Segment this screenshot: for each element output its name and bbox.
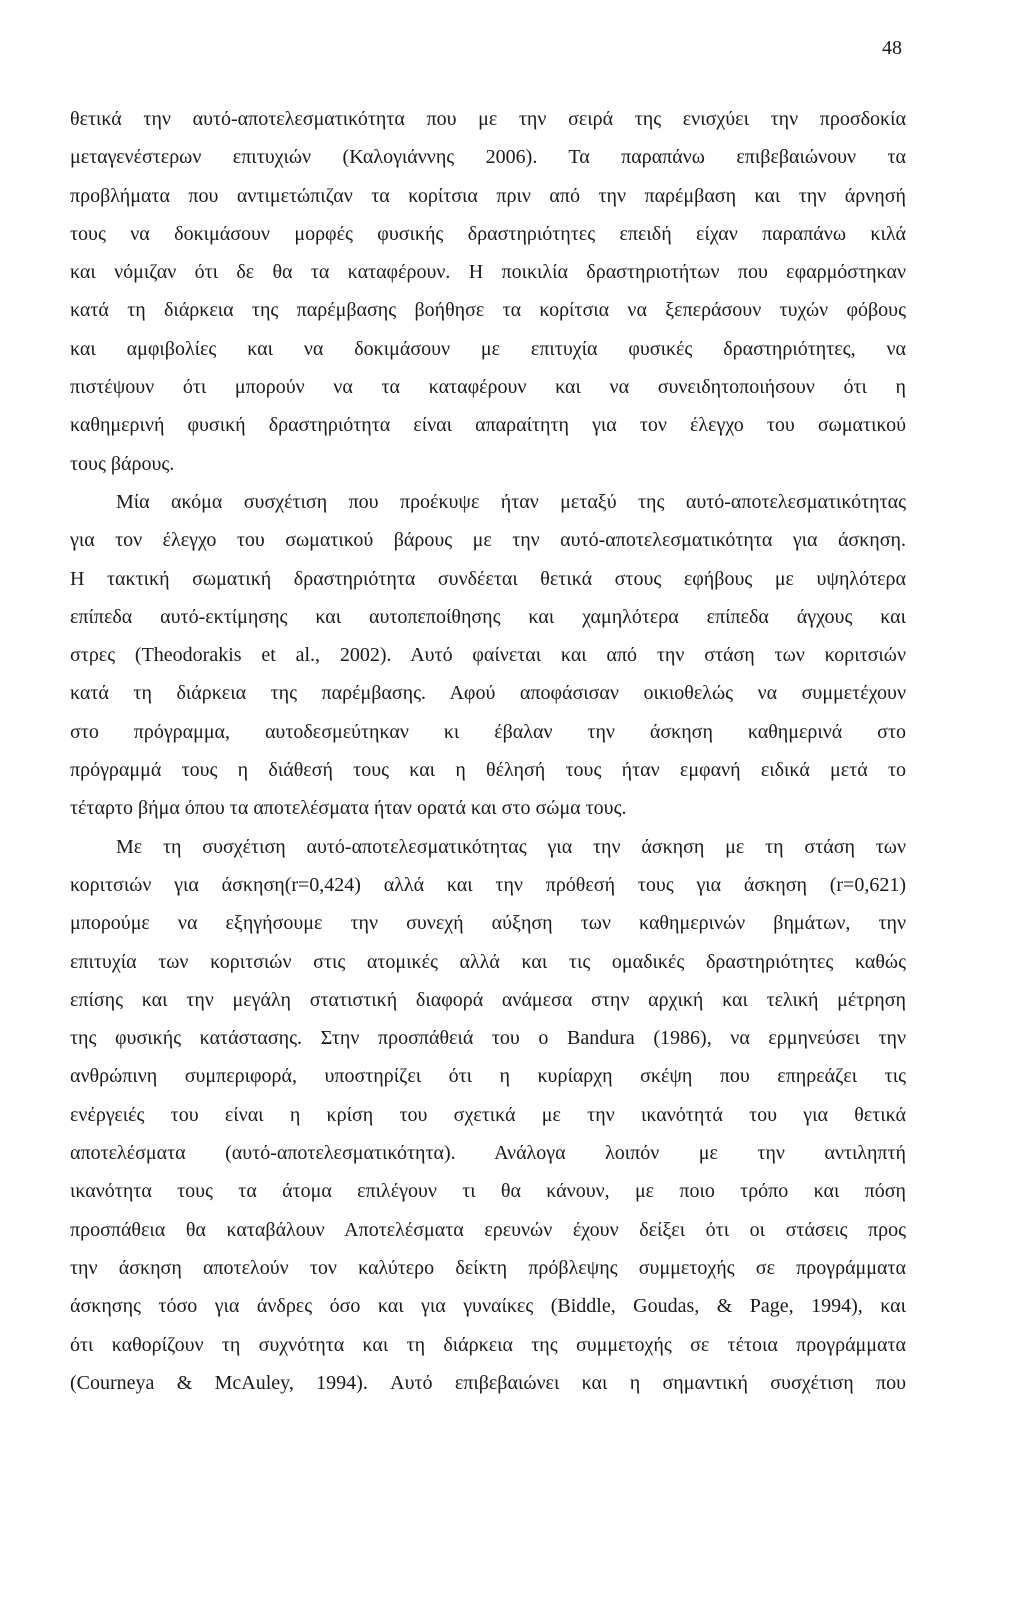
- text-line: κοριτσιών για άσκηση(r=0,424) αλλά και την πρόθεσή τους για άσκηση (r=0,621): [70, 873, 906, 896]
- text-line: επιτυχία των κοριτσιών στις ατομικές αλλά και τις ομαδικές δραστηριότητες καθώς: [70, 950, 906, 973]
- text-line: άσκησης τόσο για άνδρες όσο και για γυναίκες (Biddle, Goudas, & Page, 1994), και: [70, 1295, 906, 1318]
- text-line: Η τακτική σωματική δραστηριότητα συνδέεται θετικά στους εφήβους με υψηλότερα: [70, 567, 906, 590]
- text-line: Μία ακόμα συσχέτιση που προέκυψε ήταν μεταξύ της αυτό-αποτελεσματικότητας: [116, 490, 906, 513]
- text-line: τους να δοκιμάσουν μορφές φυσικής δραστηριότητες επειδή είχαν παραπάνω κιλά: [70, 222, 906, 245]
- text-line: για τον έλεγχο του σωματικού βάρους με την αυτό-αποτελεσματικότητα για άσκηση.: [70, 529, 906, 552]
- text-line: ανθρώπινη συμπεριφορά, υποστηρίζει ότι η κυρίαρχη σκέψη που επηρεάζει τις: [70, 1065, 906, 1088]
- text-line: στρες (Theodorakis et al., 2002). Αυτό φαίνεται και από την στάση των κοριτσιών: [70, 644, 906, 667]
- text-line: θετικά την αυτό-αποτελεσματικότητα που με την σειρά της ενισχύει την προσδοκία: [70, 108, 906, 130]
- text-line: πιστέψουν ότι μπορούν να τα καταφέρουν και να συνειδητοποιήσουν ότι η: [70, 376, 906, 399]
- text-line: επίσης και την μεγάλη στατιστική διαφορά ανάμεσα στην αρχική και τελική μέτρηση: [70, 988, 906, 1011]
- text-line: ενέργειές του είναι η κρίση του σχετικά με την ικανότητά του για θετικά: [70, 1103, 906, 1126]
- text-line: ότι καθορίζουν τη συχνότητα και τη διάρκεια της συμμετοχής σε τέτοια προγράμματα: [70, 1333, 906, 1356]
- text-line: προβλήματα που αντιμετώπιζαν τα κορίτσια πριν από την παρέμβαση και την άρνησή: [70, 184, 906, 207]
- text-line: κατά τη διάρκεια της παρέμβασης βοήθησε τα κορίτσια να ξεπεράσουν τυχών φόβους: [70, 299, 906, 322]
- text-line: στο πρόγραμμα, αυτοδεσμεύτηκαν κι έβαλαν την άσκηση καθημερινά στο: [70, 720, 906, 743]
- text-line: την άσκηση αποτελούν τον καλύτερο δείκτη πρόβλεψης συμμετοχής σε προγράμματα: [70, 1256, 906, 1279]
- text-line: επίπεδα αυτό-εκτίμησης και αυτοπεποίθησης και χαμηλότερα επίπεδα άγχους και: [70, 605, 906, 628]
- text-line: της φυσικής κατάστασης. Στην προσπάθειά του ο Bandura (1986), να ερμηνεύσει την: [70, 1027, 906, 1050]
- text-line: προσπάθεια θα καταβάλουν Αποτελέσματα ερευνών έχουν δείξει ότι οι στάσεις προς: [70, 1218, 906, 1241]
- text-line: ικανότητα τους τα άτομα επιλέγουν τι θα κάνουν, με ποιο τρόπο και πόση: [70, 1180, 906, 1203]
- body-text: [70, 100, 906, 1402]
- text-line: και νόμιζαν ότι δε θα τα καταφέρουν. Η ποικιλία δραστηριοτήτων που εφαρμόστηκαν: [70, 261, 906, 284]
- text-line: μεταγενέστερων επιτυχιών (Καλογιάννης 2006). Τα παραπάνω επιβεβαιώνουν τα: [70, 146, 906, 169]
- text-line: πρόγραμμά τους η διάθεσή τους και η θέλησή τους ήταν εμφανή ειδικά μετά το: [70, 759, 906, 782]
- text-line: τέταρτο βήμα όπου τα αποτελέσματα ήταν ορατά και στο σώμα τους.: [70, 797, 627, 820]
- text-line: κατά τη διάρκεια της παρέμβασης. Αφού αποφάσισαν οικιοθελώς να συμμετέχουν: [70, 682, 906, 705]
- text-line: (Courneya & McAuley, 1994). Αυτό επιβεβαιώνει και η σημαντική συσχέτιση που: [70, 1371, 906, 1394]
- text-line: τους βάρους.: [70, 452, 175, 475]
- text-line: αποτελέσματα (αυτό-αποτελεσματικότητα). Ανάλογα λοιπόν με την αντιληπτή: [70, 1142, 906, 1165]
- text-line: Με τη συσχέτιση αυτό-αποτελεσματικότητας για την άσκηση με τη στάση των: [116, 835, 906, 858]
- page-number: 48: [882, 37, 902, 59]
- text-line: καθημερινή φυσική δραστηριότητα είναι απαραίτητη για τον έλεγχο του σωματικού: [70, 414, 906, 437]
- text-line: και αμφιβολίες και να δοκιμάσουν με επιτυχία φυσικές δραστηριότητες, να: [70, 337, 906, 360]
- text-line: μπορούμε να εξηγήσουμε την συνεχή αύξηση των καθημερινών βημάτων, την: [70, 912, 906, 935]
